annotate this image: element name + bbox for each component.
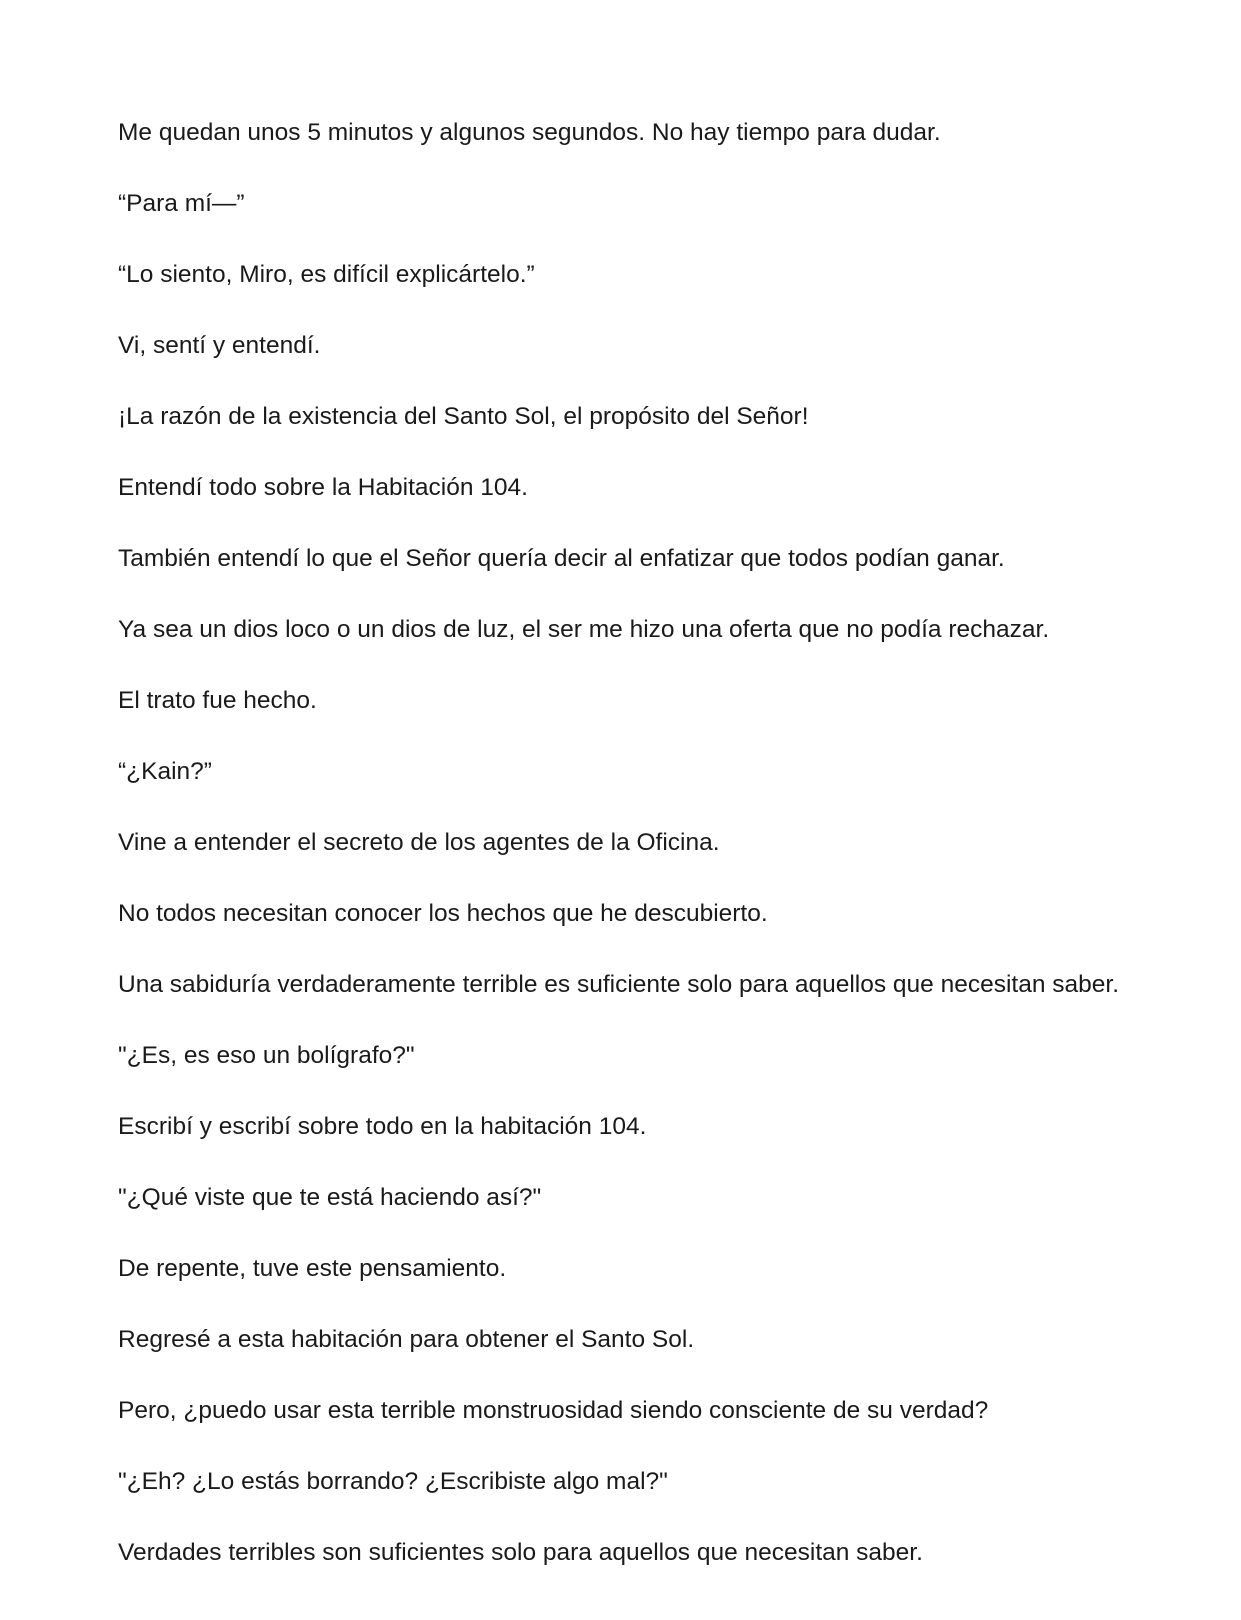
paragraph: “¿Kain?” bbox=[118, 758, 212, 785]
paragraph: "¿Eh? ¿Lo estás borrando? ¿Escribiste algo mal?" bbox=[118, 1468, 668, 1495]
paragraph: Entendí todo sobre la Habitación 104. bbox=[118, 474, 528, 501]
paragraph: Regresé a esta habitación para obtener el Santo Sol. bbox=[118, 1326, 695, 1353]
document-body bbox=[118, 118, 1128, 1609]
paragraph: No todos necesitan conocer los hechos que he descubierto. bbox=[118, 900, 768, 927]
paragraph: "¿Qué viste que te está haciendo así?" bbox=[118, 1184, 542, 1211]
paragraph: Ya sea un dios loco o un dios de luz, el ser me hizo una oferta que no podía rechazar. bbox=[118, 616, 1050, 643]
paragraph: Verdades terribles son suficientes solo para aquellos que necesitan saber. bbox=[118, 1539, 923, 1566]
paragraph: También entendí lo que el Señor quería decir al enfatizar que todos podían ganar. bbox=[118, 545, 1005, 572]
paragraph: El trato fue hecho. bbox=[118, 687, 317, 714]
paragraph: Me quedan unos 5 minutos y algunos segundos. No hay tiempo para dudar. bbox=[118, 119, 941, 146]
paragraph: Vine a entender el secreto de los agentes de la Oficina. bbox=[118, 829, 720, 856]
paragraph: De repente, tuve este pensamiento. bbox=[118, 1255, 507, 1282]
paragraph: Vi, sentí y entendí. bbox=[118, 332, 321, 359]
paragraph: Una sabiduría verdaderamente terrible es suficiente solo para aquellos que necesitan saber. bbox=[118, 971, 1120, 998]
paragraph: Pero, ¿puedo usar esta terrible monstruosidad siendo consciente de su verdad? bbox=[118, 1397, 989, 1424]
paragraph: “Para mí—” bbox=[118, 190, 245, 217]
paragraph: Escribí y escribí sobre todo en la habitación 104. bbox=[118, 1113, 647, 1140]
paragraph: ¡La razón de la existencia del Santo Sol, el propósito del Señor! bbox=[118, 403, 809, 430]
paragraph: "¿Es, es eso un bolígrafo?" bbox=[118, 1042, 415, 1069]
paragraph: “Lo siento, Miro, es difícil explicártelo.” bbox=[118, 261, 535, 288]
